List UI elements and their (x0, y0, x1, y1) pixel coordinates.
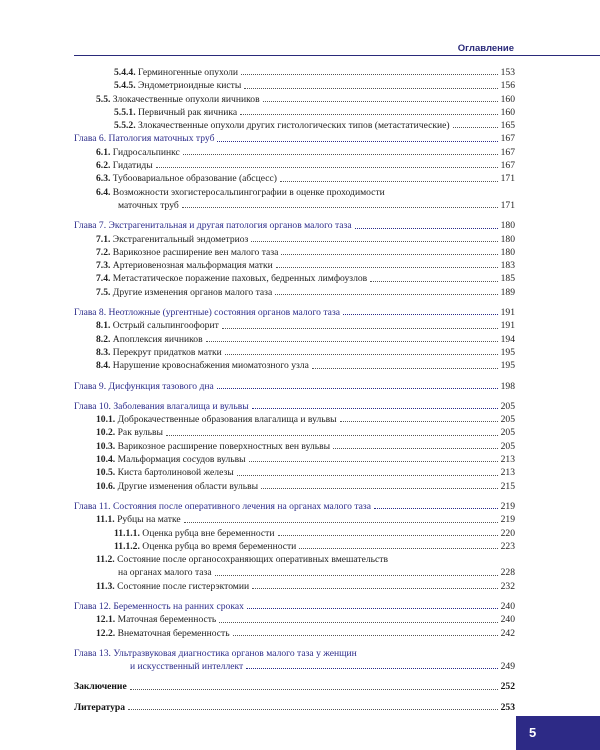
toc-entry-number: 11.1.1. (114, 527, 140, 539)
toc-entry-page: 198 (500, 380, 515, 392)
toc-entry-title: Маточная беременность (117, 614, 217, 626)
toc-entry[interactable] (74, 701, 515, 714)
toc-entry-title: Состояние после гистерэктомии (117, 580, 250, 592)
toc-entry-number: 10.1. (96, 414, 116, 426)
dot-leader (246, 668, 497, 669)
toc-entry-number: 11.1. (96, 514, 115, 526)
toc-entry-number: 7.1. (96, 233, 111, 245)
toc-entry[interactable] (74, 613, 515, 626)
dot-leader (206, 341, 498, 342)
toc-entry-title-continued: на органах малого таза (118, 567, 212, 579)
toc-entry-page: 156 (500, 80, 515, 92)
toc-entry-page: 165 (500, 120, 515, 132)
toc-entry[interactable] (74, 627, 515, 640)
dot-leader (182, 207, 498, 208)
dot-leader (263, 101, 498, 102)
toc-entry[interactable] (74, 233, 515, 246)
toc-entry[interactable] (74, 66, 515, 79)
toc-entry-page: 153 (500, 67, 515, 78)
toc-entry[interactable] (74, 540, 515, 553)
toc-entry-page: 195 (500, 346, 515, 358)
table-of-contents (74, 66, 515, 714)
toc-entry-title: Экстрагенитальный эндометриоз (112, 233, 249, 245)
dot-leader (249, 461, 498, 462)
toc-entry-title: Экстрагенитальная и другая патология органов малого таза (108, 220, 352, 232)
toc-entry-page: 189 (500, 286, 515, 298)
toc-entry-page: 205 (500, 400, 515, 412)
toc-entry-number: 7.4. (96, 273, 111, 285)
toc-entry-page: 219 (500, 514, 515, 526)
dot-leader (280, 181, 498, 182)
toc-entry-title: Острый сальпингоофорит (112, 320, 219, 332)
toc-entry-title: Оценка рубца во время беременности (142, 540, 297, 552)
toc-entry-number: 10.5. (96, 467, 116, 479)
toc-entry-title: Перекрут придатков матки (112, 346, 222, 358)
dot-leader (244, 88, 497, 89)
toc-entry-title: Злокачественные опухоли яичников (112, 93, 260, 105)
dot-leader (252, 408, 498, 409)
toc-entry-page: 242 (500, 627, 515, 639)
running-header (74, 42, 600, 56)
toc-entry[interactable] (74, 259, 515, 272)
dot-leader (233, 635, 498, 636)
toc-entry[interactable] (74, 426, 515, 439)
toc-entry-title: Беременность на ранних сроках (113, 600, 244, 612)
toc-entry[interactable] (74, 146, 515, 159)
toc-entry[interactable] (74, 346, 515, 359)
toc-entry-title: Заболевания влагалища и вульвы (113, 400, 249, 412)
toc-entry[interactable] (74, 440, 515, 453)
dot-leader (237, 475, 498, 476)
dot-leader (215, 575, 498, 576)
dot-leader (251, 241, 497, 242)
toc-entry[interactable] (74, 93, 515, 106)
toc-entry-number: 5.4.4. (114, 67, 136, 78)
toc-entry-page: 249 (500, 661, 515, 673)
toc-entry-number: Глава 9. (74, 380, 107, 392)
toc-entry[interactable] (74, 359, 515, 372)
toc-entry[interactable] (74, 306, 515, 319)
toc-entry-title: Апоплексия яичников (112, 333, 203, 345)
toc-entry-title: Герминогенные опухоли (138, 67, 239, 78)
dot-leader (219, 622, 497, 623)
toc-entry-title: Первичный рак яичника (138, 106, 238, 118)
toc-entry-title: Литература (74, 701, 126, 713)
toc-entry-title: Варикозное расширение поверхностных вен вульвы (117, 440, 331, 452)
dot-leader (275, 294, 497, 295)
toc-entry-page: 171 (500, 199, 515, 211)
dot-leader (453, 127, 498, 128)
dot-leader (156, 167, 498, 168)
toc-entry-title: Ультразвуковая диагностика органов малого таза у женщин (113, 647, 357, 659)
toc-entry[interactable] (74, 580, 515, 593)
toc-entry-title-continued: и искусственный интеллект (130, 661, 244, 673)
toc-entry-page: 215 (500, 480, 515, 492)
toc-entry[interactable] (74, 119, 515, 132)
dot-leader (333, 448, 498, 449)
toc-entry-title: Патология маточных труб (108, 133, 215, 145)
toc-entry-number: Глава 6. (74, 133, 107, 145)
toc-entry[interactable] (74, 106, 515, 119)
toc-entry-number: 5.5.1. (114, 106, 136, 118)
toc-entry-title: Оценка рубца вне беременности (142, 527, 275, 539)
running-header-title: Оглавление (457, 43, 514, 54)
dot-leader (222, 328, 498, 329)
dot-leader (130, 689, 498, 690)
toc-entry-number: 5.5.2. (114, 120, 136, 132)
toc-entry-number: 7.2. (96, 246, 111, 258)
toc-entry-number: 8.3. (96, 346, 111, 358)
dot-leader (217, 141, 497, 142)
toc-entry-number: 6.2. (96, 160, 111, 172)
toc-entry[interactable] (74, 553, 515, 580)
toc-entry-title-continued: маточных труб (118, 199, 179, 211)
toc-entry-title: Возможности эхогистеросальпингографии в оценке проходимости (112, 186, 385, 198)
dot-leader (183, 154, 498, 155)
dot-leader (166, 435, 498, 436)
toc-entry-page: 223 (500, 540, 515, 552)
toc-entry-number: Глава 8. (74, 307, 107, 319)
toc-entry[interactable] (74, 219, 515, 232)
toc-entry-page: 195 (500, 360, 515, 372)
toc-entry[interactable] (74, 480, 515, 493)
toc-entry-title: Другие изменения органов малого таза (112, 286, 273, 298)
toc-entry-title: Эндометриоидные кисты (138, 80, 242, 92)
toc-entry-number: 10.2. (96, 427, 116, 439)
dot-leader (128, 709, 498, 710)
toc-entry[interactable] (74, 272, 515, 285)
dot-leader (261, 488, 498, 489)
page-number-badge (516, 716, 600, 750)
toc-entry[interactable] (74, 647, 515, 674)
toc-entry-number: 5.4.5. (114, 80, 136, 92)
toc-entry-title: Доброкачественные образования влагалища и вульвы (117, 414, 337, 426)
toc-entry-page: 194 (500, 333, 515, 345)
toc-entry-title: Другие изменения области вульвы (117, 480, 259, 492)
toc-entry-page: 205 (500, 414, 515, 426)
toc-entry-number: 12.2. (96, 627, 116, 639)
toc-entry[interactable] (74, 466, 515, 479)
dot-leader (247, 608, 498, 609)
toc-entry-page: 191 (500, 320, 515, 332)
dot-leader (241, 74, 498, 75)
toc-entry[interactable] (74, 413, 515, 426)
toc-entry-number: 11.1.2. (114, 540, 140, 552)
dot-leader (281, 254, 497, 255)
toc-entry-number: 6.1. (96, 146, 111, 158)
dot-leader (312, 368, 498, 369)
toc-entry-page: 191 (500, 307, 515, 319)
toc-entry-number: 11.3. (96, 580, 115, 592)
toc-entry[interactable] (74, 500, 515, 513)
toc-entry-title: Злокачественные опухоли других гистологических типов (метастатические) (138, 120, 450, 132)
toc-entry-title: Киста бартолиновой железы (117, 467, 234, 479)
toc-entry-title: Гидатиды (112, 160, 153, 172)
toc-entry-number: Глава 10. (74, 400, 111, 412)
toc-entry-title: Заключение (74, 681, 127, 693)
dot-leader (276, 267, 498, 268)
toc-entry[interactable] (74, 600, 515, 613)
toc-entry[interactable] (74, 513, 515, 526)
toc-entry-title: Метастатическое поражение паховых, бедренных лимфоузлов (112, 273, 368, 285)
toc-entry-number: 10.3. (96, 440, 116, 452)
toc-entry-number: 8.2. (96, 333, 111, 345)
toc-entry-number: Глава 13. (74, 647, 111, 659)
header-rule (74, 55, 600, 56)
toc-entry-number: 6.4. (96, 186, 111, 198)
toc-entry-number: 10.6. (96, 480, 116, 492)
toc-entry-title: Дисфункция тазового дна (108, 380, 214, 392)
toc-entry-page: 167 (500, 133, 515, 145)
toc-entry-title: Рубцы на матке (117, 514, 181, 526)
toc-entry[interactable] (74, 246, 515, 259)
toc-entry-page: 171 (500, 173, 515, 185)
toc-entry-page: 240 (500, 614, 515, 626)
dot-leader (240, 114, 497, 115)
toc-entry-number: 11.2. (96, 554, 115, 566)
dot-leader (252, 588, 497, 589)
toc-entry-title: Варикозное расширение вен малого таза (112, 246, 279, 258)
toc-entry-title: Состояние после органосохраняющих оперативных вмешательств (117, 554, 389, 566)
toc-entry[interactable] (74, 286, 515, 299)
toc-entry-title: Мальформация сосудов вульвы (117, 454, 246, 466)
toc-entry[interactable] (74, 132, 515, 145)
toc-entry-page: 219 (500, 500, 515, 512)
toc-entry-title: Внематочная беременность (117, 627, 230, 639)
toc-entry-number: 12.1. (96, 614, 116, 626)
toc-entry-number: 6.3. (96, 173, 111, 185)
toc-entry-number: 8.1. (96, 320, 111, 332)
toc-entry-title: Тубоовариальное образование (абсцесс) (112, 173, 277, 185)
toc-entry-number: Глава 7. (74, 220, 107, 232)
toc-entry-page: 205 (500, 427, 515, 439)
toc-entry-title: Состояния после оперативного лечения на органах малого таза (112, 500, 371, 512)
toc-entry[interactable] (74, 319, 515, 332)
toc-entry-page: 180 (500, 233, 515, 245)
toc-entry-page: 228 (500, 567, 515, 579)
toc-entry[interactable] (74, 527, 515, 540)
toc-entry-page: 232 (500, 580, 515, 592)
toc-entry[interactable] (74, 400, 515, 413)
toc-entry[interactable] (74, 453, 515, 466)
toc-entry[interactable] (74, 79, 515, 92)
toc-entry-page: 180 (500, 246, 515, 258)
toc-entry-page: 213 (500, 454, 515, 466)
page-number: 5 (529, 725, 537, 740)
toc-entry-page: 185 (500, 273, 515, 285)
toc-entry-page: 160 (500, 106, 515, 118)
dot-leader (217, 388, 498, 389)
dot-leader (278, 535, 498, 536)
toc-entry-number: 7.3. (96, 260, 111, 272)
toc-entry[interactable] (74, 172, 515, 185)
toc-entry[interactable] (74, 333, 515, 346)
toc-entry-page: 183 (500, 260, 515, 272)
toc-entry-page: 220 (500, 527, 515, 539)
toc-entry-page: 213 (500, 467, 515, 479)
toc-entry-page: 160 (500, 93, 515, 105)
toc-entry-number: 10.4. (96, 454, 116, 466)
toc-entry[interactable] (74, 159, 515, 172)
dot-leader (343, 314, 498, 315)
toc-entry-page: 205 (500, 440, 515, 452)
toc-entry-page: 252 (500, 681, 515, 693)
dot-leader (184, 522, 498, 523)
toc-entry-page: 167 (500, 146, 515, 158)
toc-entry-title: Рак вульвы (117, 427, 163, 439)
toc-entry-number: Глава 12. (74, 600, 111, 612)
dot-leader (374, 508, 498, 509)
toc-entry-number: Глава 11. (74, 500, 111, 512)
toc-entry-number: 7.5. (96, 286, 111, 298)
toc-entry-title: Нарушение кровоснабжения миоматозного узла (112, 360, 309, 372)
toc-entry-page: 180 (500, 220, 515, 232)
dot-leader (355, 228, 498, 229)
toc-entry-page: 167 (500, 160, 515, 172)
toc-entry-number: 8.4. (96, 360, 111, 372)
dot-leader (299, 548, 497, 549)
dot-leader (370, 281, 497, 282)
toc-entry-number: 5.5. (96, 93, 111, 105)
toc-entry-title: Неотложные (ургентные) состояния органов малого таза (108, 307, 340, 319)
dot-leader (225, 354, 498, 355)
toc-entry-title: Гидросальпинкс (112, 146, 180, 158)
toc-entry-page: 240 (500, 600, 515, 612)
toc-entry[interactable] (74, 380, 515, 393)
toc-entry-page: 253 (500, 701, 515, 713)
dot-leader (340, 421, 498, 422)
toc-entry-title: Артериовенозная мальформация матки (112, 260, 273, 272)
toc-entry[interactable] (74, 680, 515, 693)
toc-entry[interactable] (74, 186, 515, 213)
